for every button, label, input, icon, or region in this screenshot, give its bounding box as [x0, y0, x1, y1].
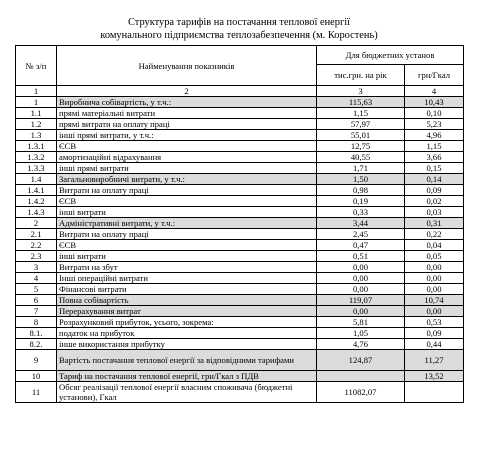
row-value-thousand-uah: 115,63 [317, 97, 405, 108]
row-name: прямі матеріальні витрати [57, 108, 317, 119]
header-thousand-uah-per-year: тис.грн. на рік [317, 65, 405, 86]
row-name: інші прямі витрати [57, 163, 317, 174]
row-name: Виробнича собівартість, у т.ч.: [57, 97, 317, 108]
row-number: 1.3 [16, 130, 57, 141]
row-value-uah-per-gcal: 0,00 [405, 262, 464, 273]
row-value-uah-per-gcal: 0,00 [405, 273, 464, 284]
row-name: інші витрати [57, 251, 317, 262]
row-name: Обсяг реалізації теплової енергії власним споживача (бюджетні установи), Гкал [57, 382, 317, 403]
table-row [16, 273, 464, 284]
row-value-uah-per-gcal: 0,31 [405, 218, 464, 229]
column-number-2: 2 [57, 86, 317, 97]
row-number: 1.3.1 [16, 141, 57, 152]
table-row [16, 218, 464, 229]
row-value-thousand-uah: 0,00 [317, 273, 405, 284]
row-number: 7 [16, 306, 57, 317]
row-value-thousand-uah: 4,76 [317, 339, 405, 350]
row-number: 3 [16, 262, 57, 273]
row-number: 1.4.3 [16, 207, 57, 218]
row-name: ЄСВ [57, 196, 317, 207]
table-row [16, 130, 464, 141]
row-name: Тариф на постачання теплової енергії, грн/Гкал з ПДВ [57, 371, 317, 382]
table-row [16, 317, 464, 328]
table-row [16, 339, 464, 350]
row-number: 1 [16, 97, 57, 108]
row-number: 5 [16, 284, 57, 295]
row-value-thousand-uah: 0,33 [317, 207, 405, 218]
table-row [16, 371, 464, 382]
row-value-uah-per-gcal: 13,52 [405, 371, 464, 382]
row-value-uah-per-gcal: 10,74 [405, 295, 464, 306]
header-indicator-name: Найменування показників [57, 46, 317, 86]
row-value-thousand-uah: 1,15 [317, 108, 405, 119]
row-value-uah-per-gcal: 10,43 [405, 97, 464, 108]
row-value-thousand-uah [317, 371, 405, 382]
row-value-uah-per-gcal: 0,05 [405, 251, 464, 262]
table-row [16, 284, 464, 295]
row-number: 8 [16, 317, 57, 328]
row-name: Повна собівартість [57, 295, 317, 306]
row-name: інше використання прибутку [57, 339, 317, 350]
header-number: № з/п [16, 46, 57, 86]
table-row [16, 295, 464, 306]
row-value-uah-per-gcal: 0,14 [405, 174, 464, 185]
row-value-thousand-uah: 40,55 [317, 152, 405, 163]
table-row [16, 141, 464, 152]
row-number: 9 [16, 350, 57, 371]
row-value-thousand-uah: 0,51 [317, 251, 405, 262]
row-number: 2.1 [16, 229, 57, 240]
row-value-thousand-uah: 0,98 [317, 185, 405, 196]
table-row [16, 97, 464, 108]
row-value-thousand-uah: 0,00 [317, 262, 405, 273]
row-value-uah-per-gcal: 0,15 [405, 163, 464, 174]
table-row [16, 196, 464, 207]
row-value-thousand-uah: 12,75 [317, 141, 405, 152]
row-value-uah-per-gcal: 1,15 [405, 141, 464, 152]
row-number: 1.3.3 [16, 163, 57, 174]
row-value-thousand-uah: 3,44 [317, 218, 405, 229]
row-value-thousand-uah: 0,47 [317, 240, 405, 251]
row-name: ЄСВ [57, 240, 317, 251]
row-value-thousand-uah: 0,00 [317, 284, 405, 295]
row-value-uah-per-gcal: 4,96 [405, 130, 464, 141]
row-number: 1.4.2 [16, 196, 57, 207]
row-number: 1.1 [16, 108, 57, 119]
table-row [16, 229, 464, 240]
row-value-uah-per-gcal: 0,09 [405, 185, 464, 196]
table-row [16, 251, 464, 262]
row-name: Витрати на оплату праці [57, 229, 317, 240]
row-name: Інші операційні витрати [57, 273, 317, 284]
table-row [16, 382, 464, 403]
table-row [16, 119, 464, 130]
row-value-uah-per-gcal: 3,66 [405, 152, 464, 163]
row-value-thousand-uah: 124,87 [317, 350, 405, 371]
table-row [16, 240, 464, 251]
row-name: Витрати на оплату праці [57, 185, 317, 196]
row-name: інші витрати [57, 207, 317, 218]
row-value-thousand-uah: 5,81 [317, 317, 405, 328]
row-value-thousand-uah: 57,97 [317, 119, 405, 130]
table-row [16, 163, 464, 174]
column-number-3: 3 [317, 86, 405, 97]
table-row [16, 207, 464, 218]
row-name: Фінансові витрати [57, 284, 317, 295]
row-name: Розрахунковий прибуток, усього, зокрема: [57, 317, 317, 328]
table-row [16, 185, 464, 196]
column-number-4: 4 [405, 86, 464, 97]
row-name: податок на прибуток [57, 328, 317, 339]
row-number: 1.3.2 [16, 152, 57, 163]
table-row [16, 262, 464, 273]
row-value-uah-per-gcal: 0,04 [405, 240, 464, 251]
column-number-1: 1 [16, 86, 57, 97]
row-value-thousand-uah: 2,45 [317, 229, 405, 240]
row-number: 4 [16, 273, 57, 284]
row-number: 2.2 [16, 240, 57, 251]
row-value-thousand-uah: 1,05 [317, 328, 405, 339]
row-value-thousand-uah: 1,71 [317, 163, 405, 174]
row-value-uah-per-gcal: 11,27 [405, 350, 464, 371]
row-value-uah-per-gcal: 0,00 [405, 306, 464, 317]
row-value-uah-per-gcal: 0,03 [405, 207, 464, 218]
table-row [16, 174, 464, 185]
row-value-thousand-uah: 0,19 [317, 196, 405, 207]
row-value-uah-per-gcal: 0,53 [405, 317, 464, 328]
row-value-uah-per-gcal: 0,10 [405, 108, 464, 119]
row-name: Перерахування витрат [57, 306, 317, 317]
row-value-thousand-uah: 119,07 [317, 295, 405, 306]
table-row [16, 328, 464, 339]
row-number: 1.4 [16, 174, 57, 185]
row-number: 2 [16, 218, 57, 229]
row-number: 11 [16, 382, 57, 403]
row-value-uah-per-gcal: 0,22 [405, 229, 464, 240]
row-number: 1.4.1 [16, 185, 57, 196]
table-row [16, 350, 464, 371]
row-value-uah-per-gcal: 5,23 [405, 119, 464, 130]
row-number: 8.1. [16, 328, 57, 339]
row-name: Адміністративні витрати, у т.ч.: [57, 218, 317, 229]
row-name: амортизаційні відрахування [57, 152, 317, 163]
row-name: Вартість постачання теплової енергії за відповідними тарифами [57, 350, 317, 371]
row-number: 10 [16, 371, 57, 382]
row-name: інші прямі витрати, у т.ч.: [57, 130, 317, 141]
row-value-uah-per-gcal: 0,09 [405, 328, 464, 339]
row-name: Витрати на збут [57, 262, 317, 273]
row-number: 6 [16, 295, 57, 306]
table-row [16, 108, 464, 119]
row-value-uah-per-gcal: 0,00 [405, 284, 464, 295]
row-name: Загальновиробничі витрати, у т.ч.: [57, 174, 317, 185]
table-row [16, 152, 464, 163]
row-value-thousand-uah: 0,00 [317, 306, 405, 317]
title-line-1: Структура тарифів на постачання теплової енергії [127, 17, 350, 28]
table-row [16, 306, 464, 317]
row-value-thousand-uah: 55,01 [317, 130, 405, 141]
row-value-thousand-uah: 1,50 [317, 174, 405, 185]
row-value-uah-per-gcal: 0,44 [405, 339, 464, 350]
header-budget-institutions: Для бюджетних установ [317, 46, 464, 65]
row-name: ЄСВ [57, 141, 317, 152]
row-value-thousand-uah: 11082,07 [317, 382, 405, 403]
row-value-uah-per-gcal: 0,02 [405, 196, 464, 207]
row-name: прямі витрати на оплату праці [57, 119, 317, 130]
row-number: 8.2. [16, 339, 57, 350]
document-title [0, 16, 478, 42]
tariff-structure-table [15, 45, 464, 403]
title-line-2: комунального підприємства теплозабезпечення (м. Коростень) [100, 30, 378, 41]
row-number: 2.3 [16, 251, 57, 262]
header-uah-per-gcal: грн/Гкал [405, 65, 464, 86]
row-value-uah-per-gcal [405, 382, 464, 403]
row-number: 1.2 [16, 119, 57, 130]
